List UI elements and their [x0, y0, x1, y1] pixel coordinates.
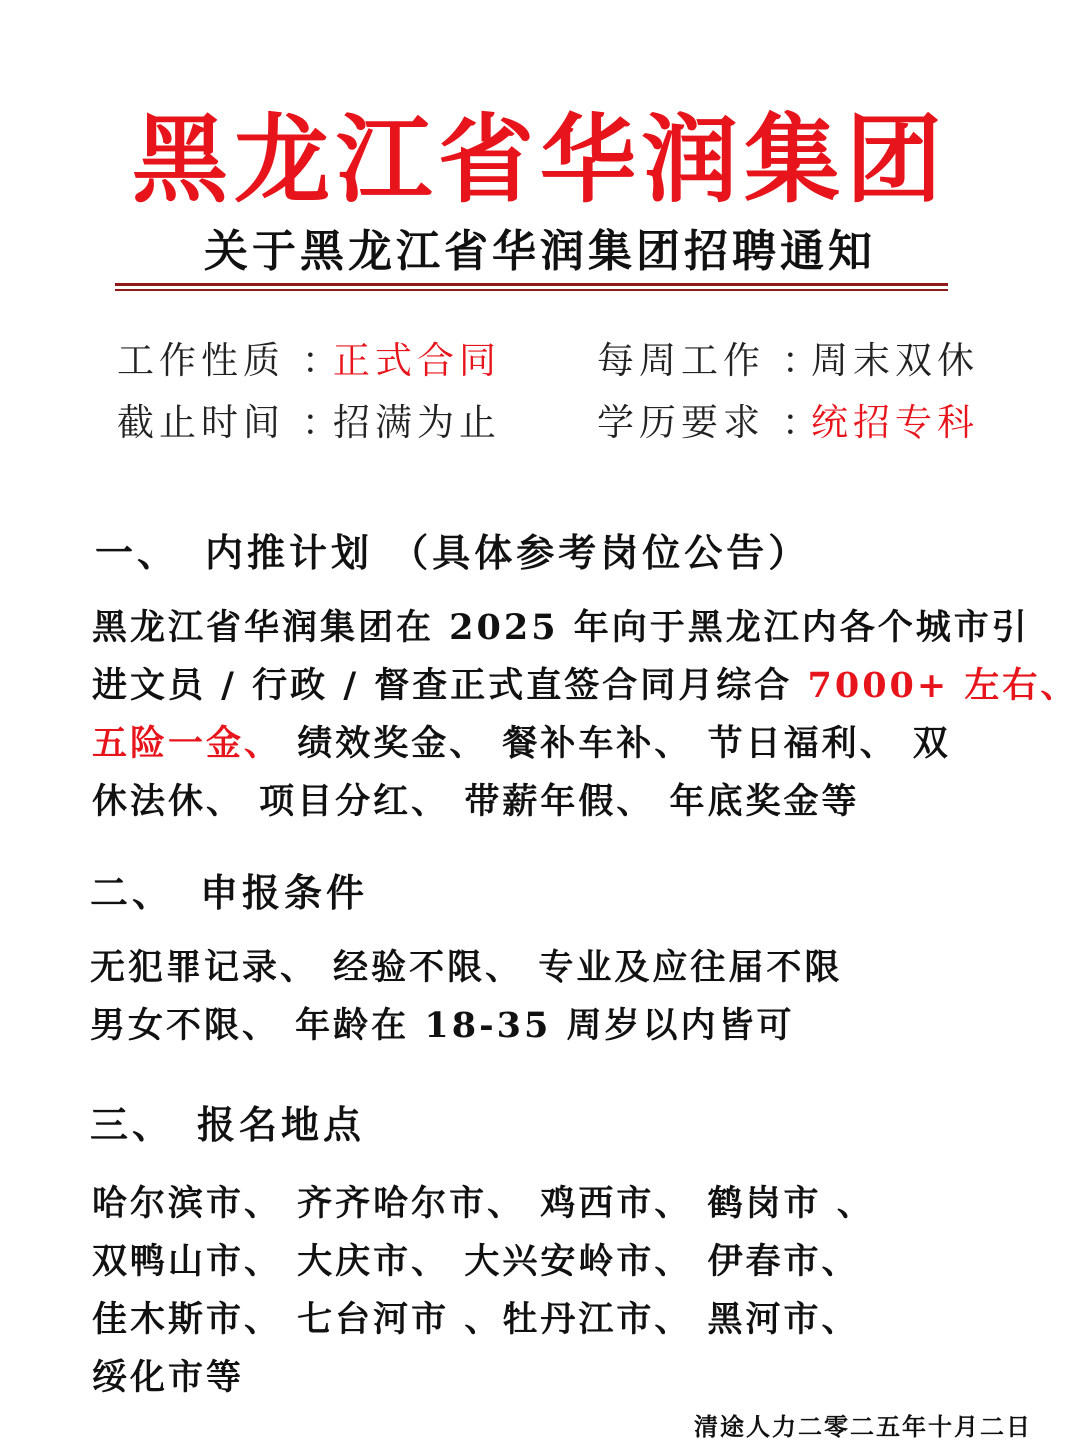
section2-line1: 无犯罪记录、 经验不限、 专业及应往届不限 — [90, 947, 843, 988]
section1-line2 — [92, 657, 1078, 715]
section2-heading: 申报条件 — [200, 870, 369, 915]
section3-number: 三、 — [90, 1102, 175, 1147]
job-nature-value: 正式合同 — [333, 339, 501, 382]
section3-line4: 绥化市等 — [92, 1357, 245, 1398]
deadline-label: 截止时间 ： — [117, 401, 344, 444]
section1-line1: 黑龙江省华润集团在 2025 年向于黑龙江内各个城市引 — [92, 607, 1030, 648]
education-value: 统招专科 — [811, 401, 979, 444]
salary-highlight: 7000+ 左右、 — [807, 665, 1079, 706]
section2-line2: 男女不限、 年龄在 18-35 周岁以内皆可 — [90, 1005, 795, 1046]
page-subtitle: 关于黑龙江省华润集团招聘通知 — [204, 226, 876, 277]
section3-line3: 佳木斯市、 七台河市 、牡丹江市、 黑河市、 — [92, 1299, 860, 1340]
section1-heading: 内推计划 （具体参考岗位公告） — [205, 530, 811, 575]
page-title: 黑龙江省华润集团 — [132, 103, 948, 216]
title-divider-bottom — [115, 289, 948, 291]
section3-line1: 哈尔滨市、 齐齐哈尔市、 鸡西市、 鹤岗市 、 — [92, 1183, 875, 1224]
title-divider-top — [115, 283, 948, 286]
deadline-value: 招满为止 — [333, 401, 501, 444]
section1-number: 一、 — [95, 530, 180, 575]
footer-signature: 清途人力二零二五年十月二日 — [694, 1412, 1032, 1441]
section1-line4: 休法休、 项目分红、 带薪年假、 年底奖金等 — [92, 781, 860, 822]
education-label: 学历要求 ： — [597, 401, 824, 444]
section3-line2: 双鸭山市、 大庆市、 大兴安岭市、 伊春市、 — [92, 1241, 860, 1282]
weekly-work-label: 每周工作 ： — [597, 339, 824, 382]
job-nature-label: 工作性质 ： — [117, 339, 344, 382]
section2-number: 二、 — [90, 870, 175, 915]
insurance-highlight: 五险一金、 — [92, 723, 283, 764]
section1-line3-text: 绩效奖金、 餐补车补、 节日福利、 双 — [282, 723, 951, 764]
section1-line3 — [92, 715, 951, 773]
weekly-work-value: 周末双休 — [811, 339, 979, 382]
section3-heading: 报名地点 — [197, 1102, 366, 1147]
section1-line2-text: 进文员 / 行政 / 督查正式直签合同月综合 — [92, 665, 808, 706]
